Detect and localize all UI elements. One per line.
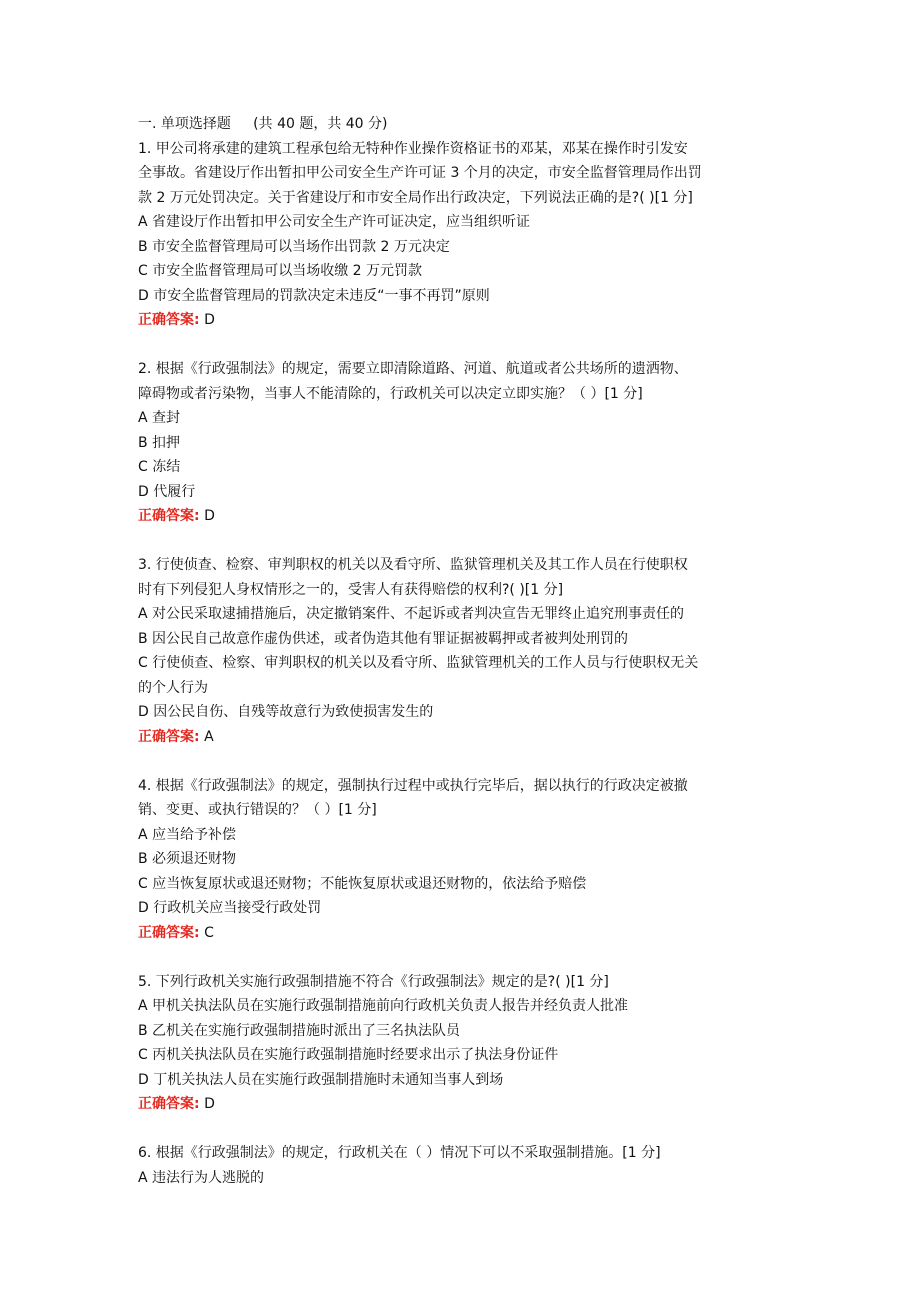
option-c-continued: 的个人行为 xyxy=(138,679,208,696)
option-a: A 甲机关执法队员在实施行政强制措施前向行政机关负责人报告并经负责人批准 xyxy=(138,998,629,1014)
question-5 xyxy=(138,970,798,1117)
spacer xyxy=(138,1117,798,1142)
option-b: B 因公民自己故意作虚伪供述，或者伪造其他有罪证据被羁押或者被判处刑罚的 xyxy=(138,630,629,647)
correct-answer xyxy=(138,1092,798,1117)
correct-answer-label: 正确答案: xyxy=(138,728,200,745)
correct-answer-label: 正确答案: xyxy=(138,312,200,328)
option-c: C 丙机关执法队员在实施行政强制措施时经要求出示了执法身份证件 xyxy=(138,1047,559,1063)
question-stem-line: 款 2 万元处罚决定。关于省建设厅和市安全局作出行政决定，下列说法正确的是?( )[1 分] xyxy=(138,189,693,206)
question-stem-line: 1. 甲公司将承建的建筑工程承包给无特种作业操作资格证书的邓某，邓某在操作时引发安 xyxy=(138,140,688,157)
correct-answer xyxy=(138,921,798,946)
correct-answer-value: D xyxy=(204,312,215,328)
correct-answer-label: 正确答案: xyxy=(138,924,200,941)
question-3 xyxy=(138,553,798,749)
correct-answer-value: D xyxy=(204,508,215,524)
question-6 xyxy=(138,1141,798,1190)
option-a: A 省建设厅作出暂扣甲公司安全生产许可证决定，应当组织听证 xyxy=(138,214,531,230)
question-stem-line: 2. 根据《行政强制法》的规定，需要立即清除道路、河道、航道或者公共场所的遗洒物、 xyxy=(138,361,688,377)
question-stem-line: 3. 行使侦查、检察、审判职权的机关以及看守所、监狱管理机关及其工作人员在行使职权 xyxy=(138,557,688,573)
option-c: C 行使侦查、检察、审判职权的机关以及看守所、监狱管理机关的工作人员与行使职权无关 xyxy=(138,655,699,671)
question-stem-line: 销、变更、或执行错误的？（ ）[1 分] xyxy=(138,802,377,818)
question-stem-line: 5. 下列行政机关实施行政强制措施不符合《行政强制法》规定的是?( )[1 分] xyxy=(138,973,609,990)
option-a: A 应当给予补偿 xyxy=(138,826,237,843)
option-c: C 市安全监督管理局可以当场收缴 2 万元罚款 xyxy=(138,263,423,279)
option-d: D 市安全监督管理局的罚款决定未违反“一事不再罚”原则 xyxy=(138,287,490,304)
correct-answer-label: 正确答案: xyxy=(138,1096,200,1112)
option-a: A 查封 xyxy=(138,410,181,426)
correct-answer xyxy=(138,308,798,333)
question-4 xyxy=(138,774,798,946)
correct-answer-label: 正确答案: xyxy=(138,508,200,524)
question-stem-line: 障碍物或者污染物，当事人不能清除的，行政机关可以决定立即实施？（ ）[1 分] xyxy=(138,385,643,402)
option-d: D 因公民自伤、自残等故意行为致使损害发生的 xyxy=(138,704,434,720)
correct-answer-value: A xyxy=(204,728,214,745)
correct-answer-value: D xyxy=(204,1096,215,1112)
option-a: A 对公民采取逮捕措施后，决定撤销案件、不起诉或者判决宣告无罪终止追究刑事责任的 xyxy=(138,606,685,622)
exam-page xyxy=(138,112,798,1190)
option-d: D 行政机关应当接受行政处罚 xyxy=(138,900,322,916)
spacer xyxy=(138,749,798,774)
option-b: B 乙机关在实施行政强制措施时派出了三名执法队员 xyxy=(138,1022,461,1039)
option-c: C 应当恢复原状或退还财物；不能恢复原状或退还财物的，依法给予赔偿 xyxy=(138,875,587,892)
question-stem-line: 全事故。省建设厅作出暂扣甲公司安全生产许可证 3 个月的决定，市安全监督管理局作出罚 xyxy=(138,165,702,181)
option-d: D 代履行 xyxy=(138,483,196,500)
option-a: A 违法行为人逃脱的 xyxy=(138,1169,265,1186)
question-2 xyxy=(138,357,798,529)
correct-answer-value: C xyxy=(204,924,214,941)
spacer xyxy=(138,529,798,554)
question-stem-line: 时有下列侵犯人身权情形之一的，受害人有获得赔偿的权利?( )[1 分] xyxy=(138,581,564,598)
option-d: D 丁机关执法人员在实施行政强制措施时未通知当事人到场 xyxy=(138,1071,504,1088)
question-stem-line: 6. 根据《行政强制法》的规定，行政机关在（ ）情况下可以不采取强制措施。[1 分] xyxy=(138,1145,661,1161)
correct-answer xyxy=(138,725,798,750)
question-stem-line: 4. 根据《行政强制法》的规定，强制执行过程中或执行完毕后，据以执行的行政决定被撤 xyxy=(138,777,688,794)
spacer xyxy=(138,945,798,970)
section-header: 一. 单项选择题 (共 40 题，共 40 分) xyxy=(138,116,388,132)
spacer xyxy=(138,333,798,358)
option-c: C 冻结 xyxy=(138,459,181,475)
option-b: B 市安全监督管理局可以当场作出罚款 2 万元决定 xyxy=(138,238,450,255)
correct-answer xyxy=(138,504,798,529)
option-b: B 必须退还财物 xyxy=(138,851,237,867)
option-b: B 扣押 xyxy=(138,434,181,451)
question-1 xyxy=(138,137,798,333)
